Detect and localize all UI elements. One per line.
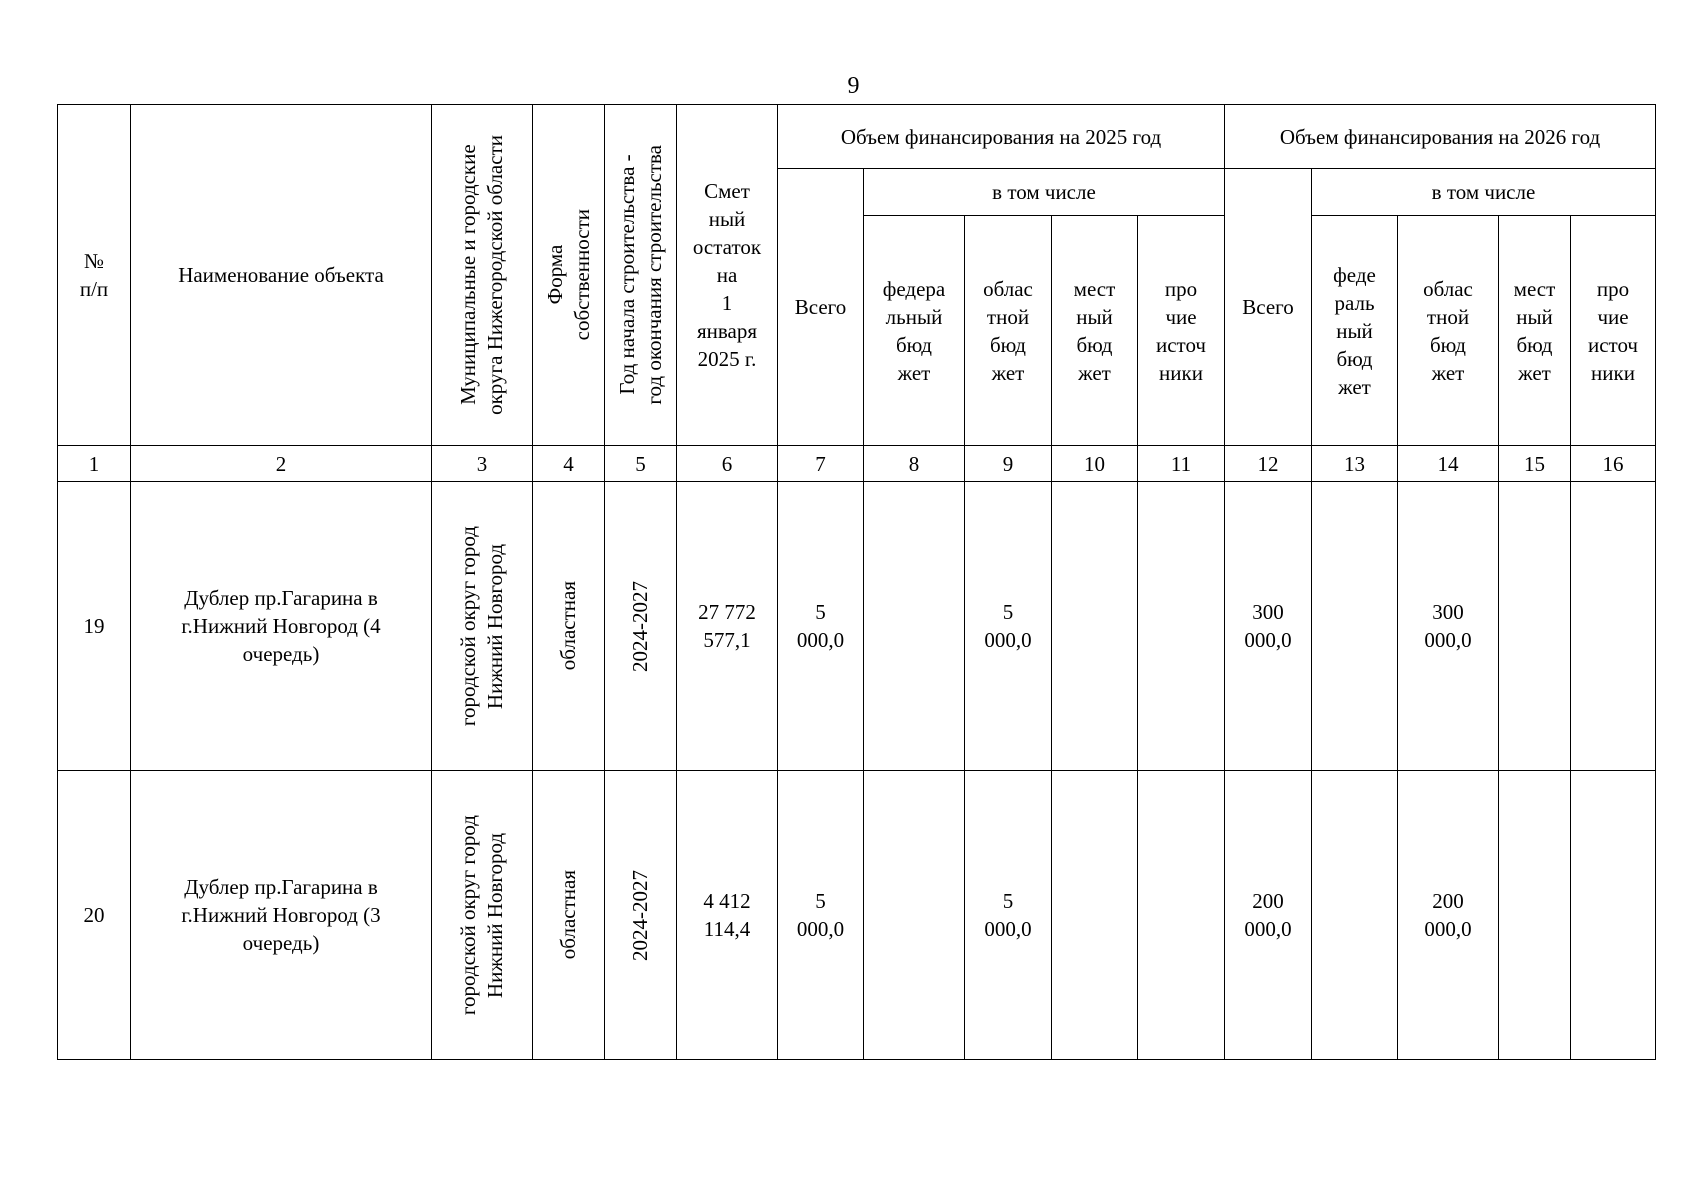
column-number-row [58,446,1656,482]
row-num: 19 [58,482,131,771]
column-number: 2 [131,446,432,482]
municipality-cell: городской округ город Нижний Новгород [432,482,533,771]
header-2026-total: Всего [1225,169,1312,446]
header-ownership: Форма собственности [533,105,605,446]
header-object-name: Наименование объекта [131,105,432,446]
column-number: 4 [533,446,605,482]
column-number: 16 [1571,446,1656,482]
header-2025-total: Всего [778,169,864,446]
column-number: 10 [1052,446,1138,482]
column-number: 1 [58,446,131,482]
y2025-total-cell: 5 000,0 [778,482,864,771]
page-number: 9 [847,73,860,99]
column-number: 3 [432,446,533,482]
object-name: Дублер пр.Гагарина в г.Нижний Новгород (4 очередь) [131,482,432,771]
y2025-federal-cell [864,482,965,771]
header-municipality: Муниципальные и городские округа Нижегородской области [432,105,533,446]
financing-table [57,104,1656,1060]
header-2025-local: мест ный бюд жет [1052,216,1138,446]
y2026-total-cell: 300 000,0 [1225,482,1312,771]
header-2025-including: в том числе [864,169,1225,216]
column-number: 14 [1398,446,1499,482]
years-cell: 2024-2027 [605,482,677,771]
header-years: Год начала строительства - год окончания строительства [605,105,677,446]
municipality-cell: городской округ город Нижний Новгород [432,771,533,1060]
header-estimated-remainder: Смет ный остаток на 1 января 2025 г. [677,105,778,446]
remainder-cell: 4 412 114,4 [677,771,778,1060]
column-number: 13 [1312,446,1398,482]
column-number: 7 [778,446,864,482]
y2026-other-cell [1571,482,1656,771]
y2026-other-cell [1571,771,1656,1060]
years-cell: 2024-2027 [605,771,677,1060]
header-financing-2026: Объем финансирования на 2026 год [1225,105,1656,169]
y2025-total-cell: 5 000,0 [778,771,864,1060]
column-number: 6 [677,446,778,482]
row-num: 20 [58,771,131,1060]
y2025-regional-cell: 5 000,0 [965,482,1052,771]
header-2026-other: про чие источ ники [1571,216,1656,446]
table-row [58,771,1656,1060]
y2026-federal-cell [1312,771,1398,1060]
column-number: 12 [1225,446,1312,482]
header-num: № п/п [58,105,131,446]
ownership-cell: областная [533,771,605,1060]
y2025-local-cell [1052,771,1138,1060]
column-number: 11 [1138,446,1225,482]
y2026-local-cell [1499,482,1571,771]
column-number: 15 [1499,446,1571,482]
header-2026-local: мест ный бюд жет [1499,216,1571,446]
header-2025-regional: облас тной бюд жет [965,216,1052,446]
header-2025-other: про чие источ ники [1138,216,1225,446]
y2026-local-cell [1499,771,1571,1060]
header-2026-federal: феде раль ный бюд жет [1312,216,1398,446]
header-2026-regional: облас тной бюд жет [1398,216,1499,446]
header-2026-including: в том числе [1312,169,1656,216]
y2025-federal-cell [864,771,965,1060]
y2026-regional-cell: 300 000,0 [1398,482,1499,771]
y2025-other-cell [1138,482,1225,771]
y2025-local-cell [1052,482,1138,771]
y2025-regional-cell: 5 000,0 [965,771,1052,1060]
column-number: 8 [864,446,965,482]
ownership-cell: областная [533,482,605,771]
y2026-regional-cell: 200 000,0 [1398,771,1499,1060]
column-number: 5 [605,446,677,482]
header-financing-2025: Объем финансирования на 2025 год [778,105,1225,169]
object-name: Дублер пр.Гагарина в г.Нижний Новгород (3 очередь) [131,771,432,1060]
y2026-federal-cell [1312,482,1398,771]
remainder-cell: 27 772 577,1 [677,482,778,771]
y2025-other-cell [1138,771,1225,1060]
header-2025-federal: федера льный бюд жет [864,216,965,446]
y2026-total-cell: 200 000,0 [1225,771,1312,1060]
column-number: 9 [965,446,1052,482]
table-row [58,482,1656,771]
